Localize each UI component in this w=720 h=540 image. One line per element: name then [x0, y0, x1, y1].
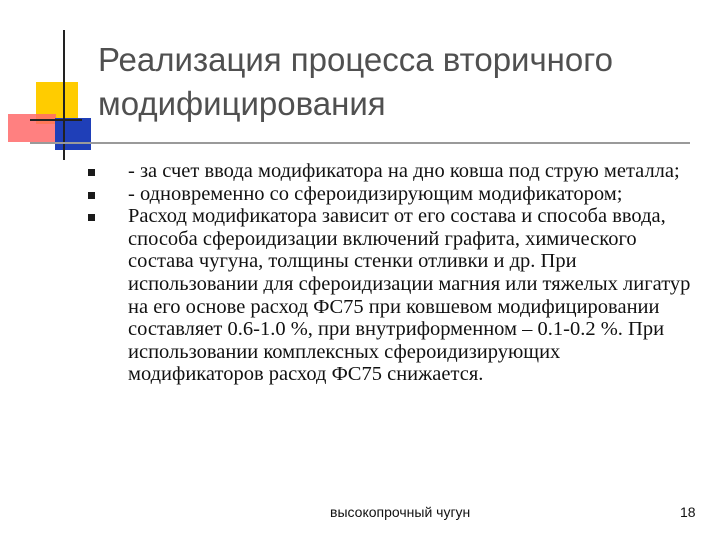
bullet-item: [84, 205, 694, 386]
slide-footer: высокопрочный чугун: [330, 504, 471, 520]
bullet-item: [84, 160, 694, 183]
bullet-text: - за счет ввода модификатора на дно ковша под струю металла;: [128, 160, 680, 182]
square-bullet-icon: [88, 214, 95, 221]
title-underline: [30, 142, 690, 144]
decor-blue-square: [55, 118, 91, 150]
square-bullet-icon: [88, 192, 95, 199]
bullet-item: [84, 183, 694, 206]
page-number: 18: [680, 504, 696, 520]
slide-title: Реализация процесса вторичного модифицирования: [98, 41, 613, 122]
bullet-text: Расход модификатора зависит от его состава и способа ввода, способа сфероидизации включений графита, химического состава чугуна, толщины стенки отливки и др. При использовании для сфероидизации магния или тяжелых лигатур на его основе расход ФС75 при ковшевом модифицировании составляет 0.6-1.0 %, при внутриформенном – 0.1-0.2 %. При использовании комплексных сфероидизирующих модификаторов расход ФС75 снижается.: [128, 205, 691, 386]
bullet-text: - одновременно со сфероидизирующим модификатором;: [128, 182, 623, 205]
decor-short-horizontal-line: [30, 119, 82, 121]
square-bullet-icon: [88, 169, 95, 176]
bullet-list: [84, 160, 694, 386]
decor-vertical-line: [63, 30, 65, 160]
